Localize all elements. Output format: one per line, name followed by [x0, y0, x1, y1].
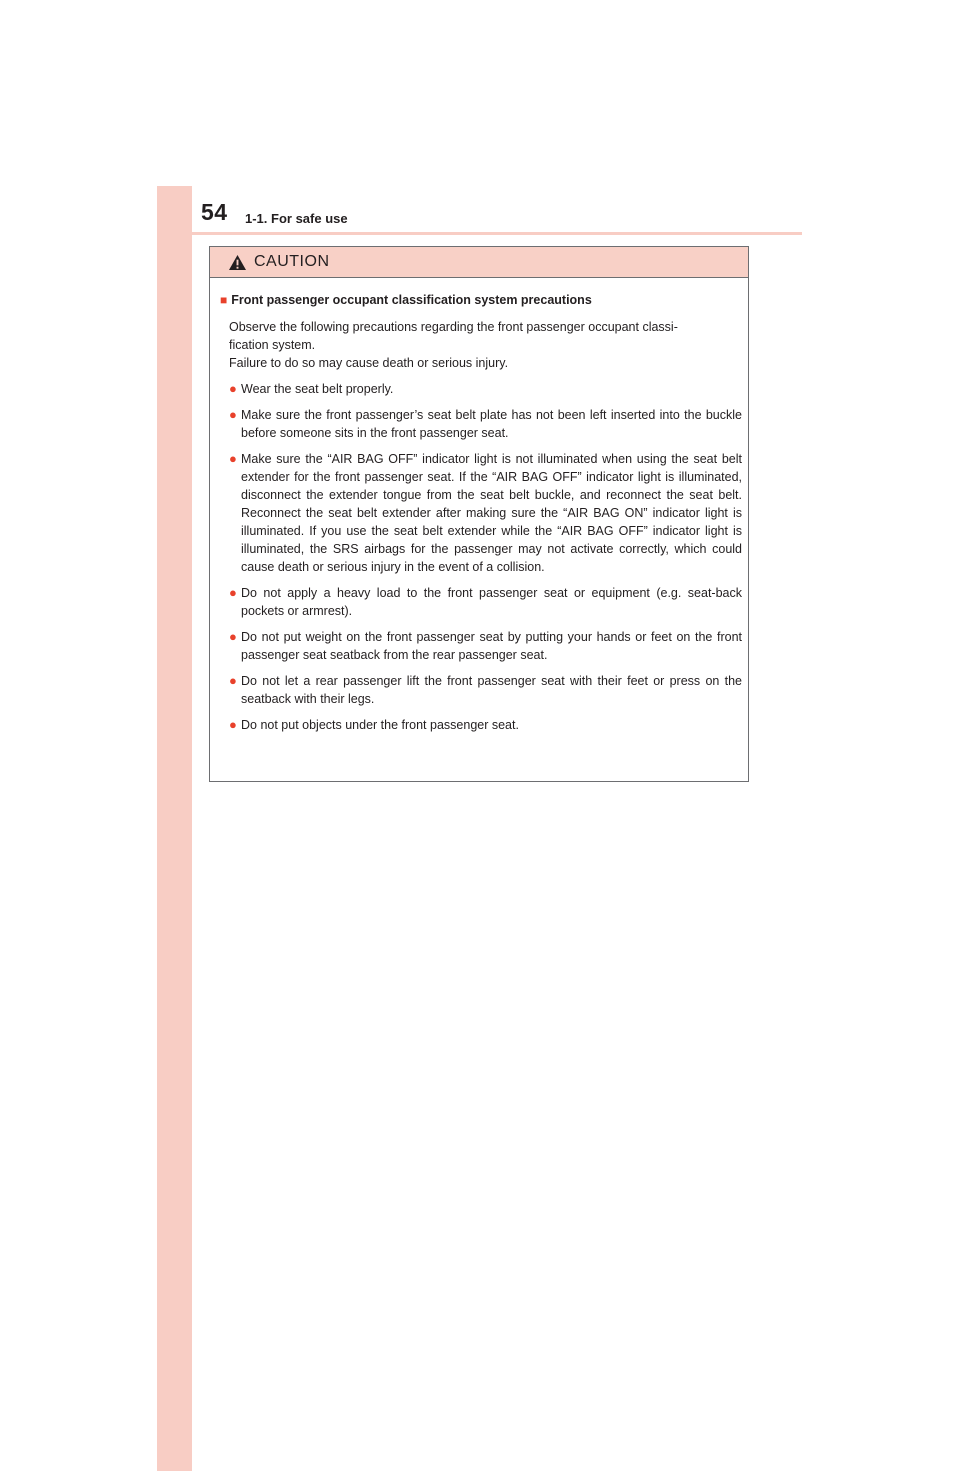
square-bullet-icon: ■	[220, 293, 228, 307]
intro-line: Failure to do so may cause death or serious injury.	[229, 356, 509, 370]
bullet-dot-icon: ●	[229, 585, 237, 600]
intro-line: Observe the following precautions regarding the front passenger occupant classi-	[229, 320, 678, 334]
bullet-dot-icon: ●	[229, 629, 237, 644]
list-item: ● Wear the seat belt properly.	[229, 381, 394, 396]
warning-triangle-icon	[228, 254, 247, 271]
caution-body	[210, 278, 748, 734]
list-item: ● Do not put objects under the front passenger seat.	[229, 717, 519, 732]
bullet-dot-icon: ●	[229, 451, 237, 466]
bullet-dot-icon: ●	[229, 673, 237, 688]
bullet-dot-icon: ●	[229, 381, 237, 396]
side-tab	[157, 186, 192, 1471]
caution-label: CAUTION	[254, 253, 330, 270]
bullet-dot-icon: ●	[229, 717, 237, 732]
caution-intro	[220, 318, 742, 372]
precaution-list	[220, 380, 742, 734]
caution-heading-text: Front passenger occupant classification system precautions	[231, 293, 592, 307]
section-title: 1-1. For safe use	[245, 211, 348, 226]
list-item: ● Do not apply a heavy load to the front passenger seat or equipment (e.g. seat-back pockets or armrest).	[229, 585, 742, 618]
bullet-dot-icon: ●	[229, 407, 237, 422]
list-item: ● Do not put weight on the front passenger seat by putting your hands or feet on the front passenger seat seatback from the rear passenger seat.	[229, 629, 742, 662]
caution-header	[210, 247, 748, 278]
list-item: ● Do not let a rear passenger lift the front passenger seat with their feet or press on the seatback with their legs.	[229, 673, 742, 706]
caution-box	[209, 246, 749, 782]
caution-heading	[220, 291, 742, 309]
list-item: ● Make sure the front passenger’s seat belt plate has not been left inserted into the buckle before someone sits in the front passenger seat.	[229, 407, 742, 440]
header-rule	[157, 232, 802, 235]
page-number: 54	[201, 199, 228, 225]
list-item: ● Make sure the “AIR BAG OFF” indicator light is not illuminated when using the seat belt extender for the front passenger seat. If the “AIR BAG OFF” indicator light is illuminated, disconnect the extender tongue from the seat belt buckle, and reconnect the seat belt. Reconnect the seat belt extender after making sure the “AIR BAG ON” indicator light is illuminated. If you use the seat belt extender while the “AIR BAG OFF” indicator light is illuminated, the SRS airbags for the passenger may not activate correctly, which could cause death or serious injury in the event of a collision.	[229, 451, 742, 574]
intro-line: fication system.	[229, 338, 316, 352]
